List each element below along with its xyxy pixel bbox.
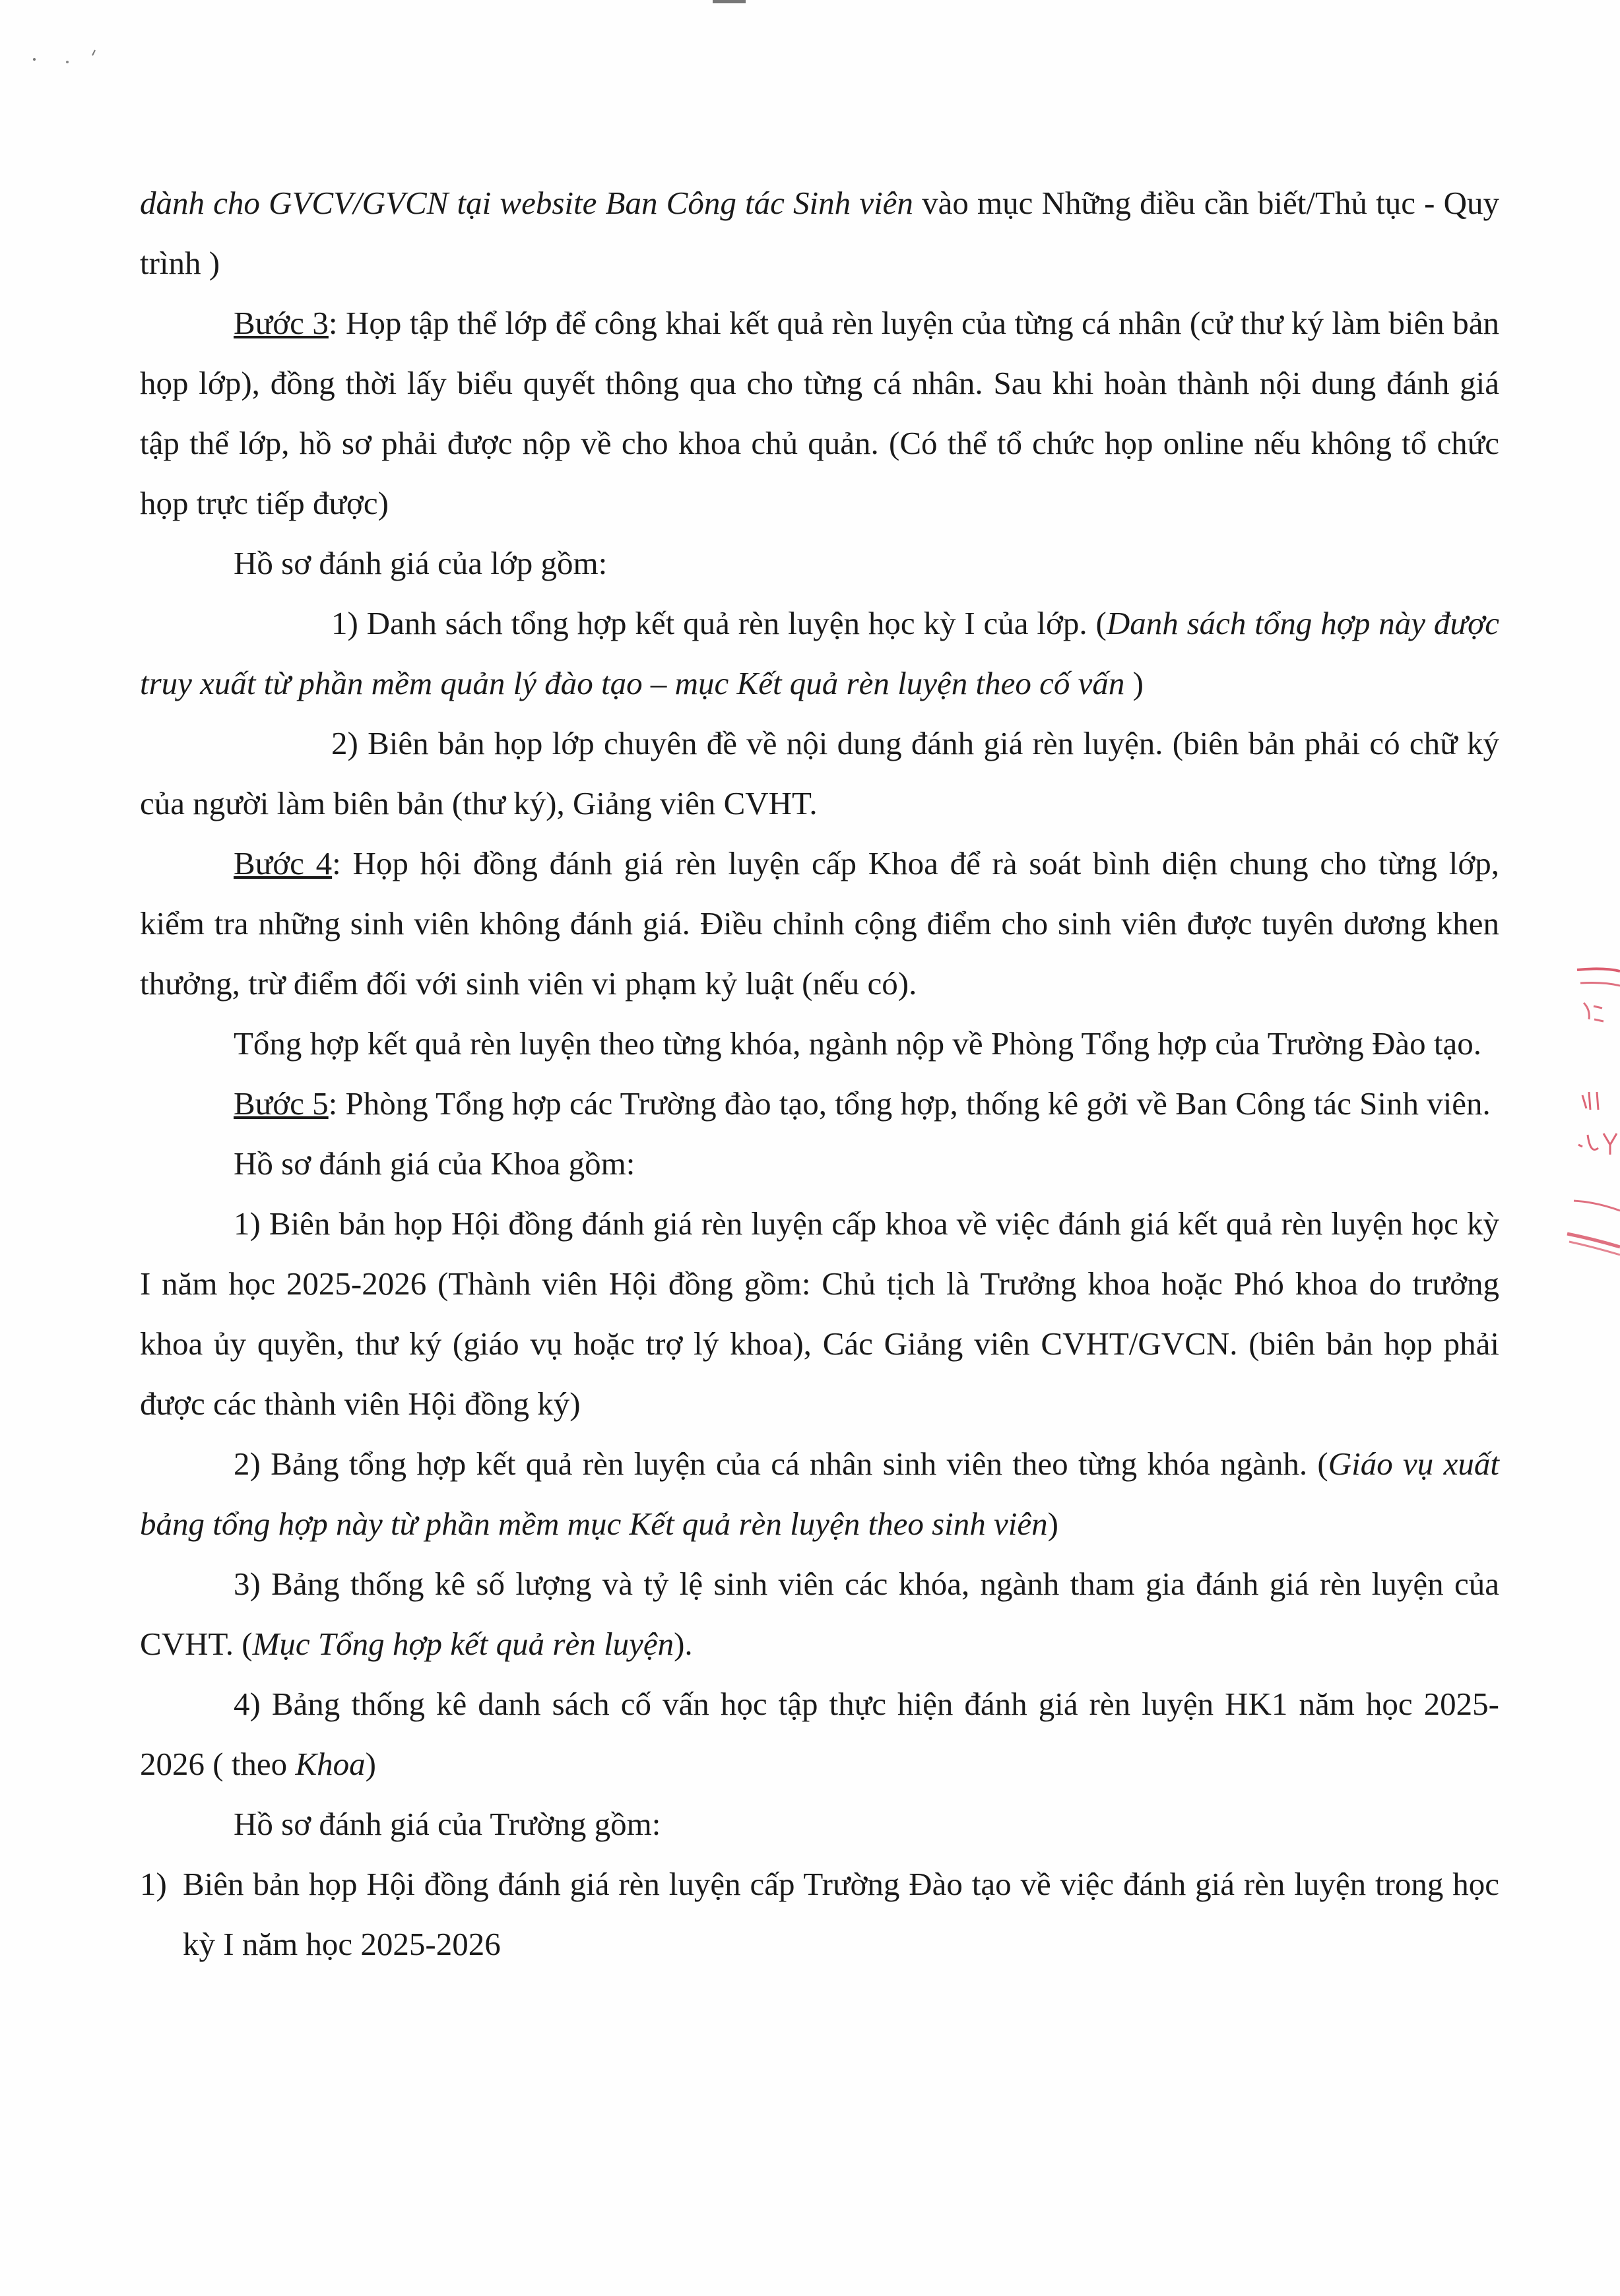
list-item (140, 1854, 1499, 1974)
step-label: Bước 4 (234, 845, 333, 881)
paragraph: Hồ sơ đánh giá của Trường gồm: (234, 1806, 661, 1842)
italic-text: Khoa (295, 1746, 366, 1782)
paragraph-step-5 (140, 1073, 1499, 1133)
italic-text: Mục Tổng hợp kết quả rèn luyện (252, 1626, 674, 1662)
italic-text: Danh sách tổng hợp này được truy xuất từ phần mềm quản lý đào tạo – mục Kết quả rèn luyện theo cố vấn (140, 605, 1499, 701)
red-stamp-edge (1564, 957, 1620, 1287)
paragraph: Tổng hợp kết quả rèn luyện theo từng khóa, ngành nộp về Phòng Tổng hợp của Trường Đào tạo. (234, 1025, 1481, 1062)
paragraph: Hồ sơ đánh giá của Khoa gồm: (234, 1145, 635, 1182)
step-label: Bước 3 (234, 305, 329, 341)
list-item (140, 1674, 1499, 1794)
list-item (140, 1554, 1499, 1674)
italic-text: Giáo vụ xuất bảng tổng hợp này từ phần mềm mục Kết quả rèn luyện theo sinh viên (140, 1446, 1499, 1542)
list-number: 1) (140, 1866, 167, 1902)
list-item (140, 1434, 1499, 1554)
text: ) (365, 1746, 376, 1782)
paragraph-step-3 (140, 293, 1499, 533)
step-label: Bước 5 (234, 1085, 329, 1122)
italic-text: dành cho GVCV/GVCN tại website Ban Công tác Sinh viên (140, 185, 913, 221)
text: : Họp tập thể lớp để công khai kết quả rèn luyện của từng cá nhân (cử thư ký làm biên bản họp lớp), đồng thời lấy biểu quyết thông qua cho từng cá nhân. Sau khi hoàn thành nội dung đánh giá tập thể lớp, hồ sơ phải được nộp về cho khoa chủ quản. (Có thể tổ chức họp online nếu không tổ chức họp trực tiếp được) (140, 305, 1499, 521)
scan-artifact (713, 0, 746, 3)
document-body (140, 173, 1499, 1974)
text: 3) Bảng thống kê số lượng và tỷ lệ sinh viên các khóa, ngành tham gia đánh giá rèn luyện của CVHT. ( (140, 1566, 1499, 1662)
text: ) (1124, 665, 1144, 701)
text: 2) Bảng tổng hợp kết quả rèn luyện của cá nhân sinh viên theo từng khóa ngành. ( (234, 1446, 1328, 1482)
scan-artifact (26, 48, 119, 67)
text: : Họp hội đồng đánh giá rèn luyện cấp Khoa để rà soát bình diện chung cho từng lớp, kiểm tra những sinh viên không đánh giá. Điều chỉnh cộng điểm cho sinh viên được tuyên dương khen thưởng, trừ điểm đối với sinh viên vi phạm kỷ luật (nếu có). (140, 845, 1499, 1002)
text: : Phòng Tổng hợp các Trường đào tạo, tổng hợp, thống kê gởi về Ban Công tác Sinh viên. (328, 1085, 1491, 1122)
list-item: 1) Biên bản họp Hội đồng đánh giá rèn luyện cấp khoa về việc đánh giá kết quả rèn luyện học kỳ I năm học 2025-2026 (Thành viên Hội đồng gồm: Chủ tịch là Trưởng khoa hoặc Phó khoa do trưởng khoa ủy quyền, thư ký (giáo vụ hoặc trợ lý khoa), Các Giảng viên CVHT/GVCN. (biên bản họp phải được các thành viên Hội đồng ký) (140, 1205, 1499, 1422)
text: 4) Bảng thống kê danh sách cố vấn học tập thực hiện đánh giá rèn luyện HK1 năm học 2025-2026 ( theo (140, 1686, 1499, 1782)
text: Biên bản họp Hội đồng đánh giá rèn luyện cấp Trường Đào tạo về việc đánh giá rèn luyện trong học kỳ I năm học 2025-2026 (183, 1866, 1499, 1962)
paragraph (140, 173, 1499, 293)
text: ) (1047, 1506, 1058, 1542)
text: ). (674, 1626, 693, 1662)
paragraph: Hồ sơ đánh giá của lớp gồm: (234, 545, 608, 581)
list-item (140, 593, 1499, 713)
text: vào mục Những điều cần biết/Thủ tục - Quy trình ) (140, 185, 1499, 281)
paragraph-step-4 (140, 833, 1499, 1013)
list-item: 2) Biên bản họp lớp chuyên đề về nội dung đánh giá rèn luyện. (biên bản phải có chữ ký của người làm biên bản (thư ký), Giảng viên CVHT. (140, 725, 1499, 821)
text: 1) Danh sách tổng hợp kết quả rèn luyện học kỳ I của lớp. ( (331, 605, 1107, 641)
